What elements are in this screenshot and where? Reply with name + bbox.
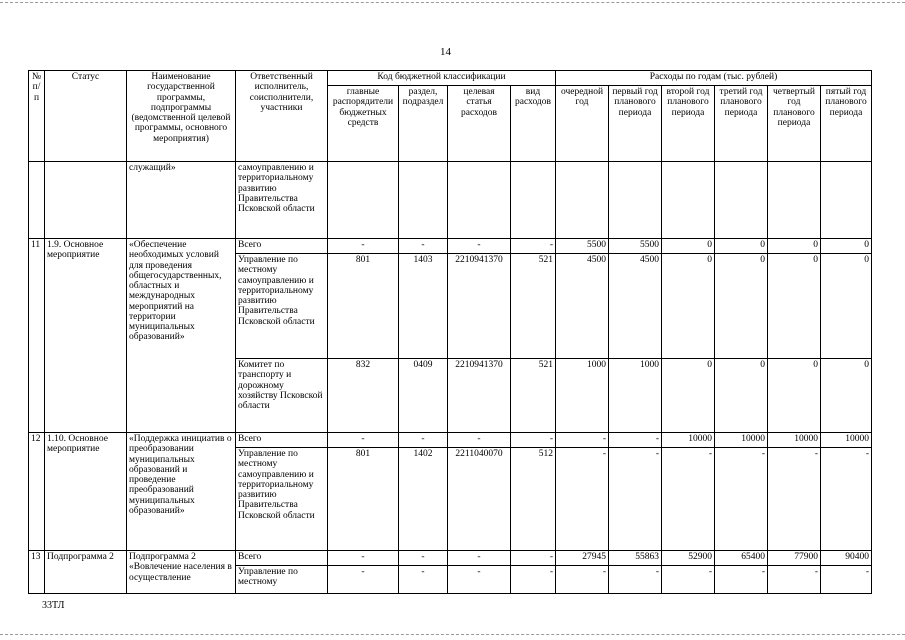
header-row bbox=[29, 71, 872, 86]
header-responsible: Ответственный исполнитель, соисполнители, участники bbox=[236, 71, 328, 162]
responsible-cell: Управление по местному самоуправлению и территориальному развитию Правительства Псковской области bbox=[236, 448, 328, 551]
grbs-cell: - bbox=[328, 433, 399, 448]
header-grbs: главные распорядители бюджетных средств bbox=[328, 86, 399, 162]
year-5-cell: - bbox=[821, 566, 872, 594]
header-section: раздел, подраздел bbox=[399, 86, 448, 162]
year-1-cell: - bbox=[609, 448, 662, 551]
year-2-cell: - bbox=[662, 448, 715, 551]
status-cell: 1.9. Основное мероприятие bbox=[45, 239, 127, 433]
responsible-cell: Всего bbox=[236, 551, 328, 566]
year-2-cell: - bbox=[662, 566, 715, 594]
target-article-cell: - bbox=[448, 433, 511, 448]
year-4-cell: 10000 bbox=[768, 433, 821, 448]
year-1-cell: 5500 bbox=[609, 239, 662, 254]
year-4-cell: 0 bbox=[768, 254, 821, 359]
target-article-cell: 2210941370 bbox=[448, 254, 511, 359]
table-row bbox=[29, 239, 872, 254]
name-cell: «Обеспечение необходимых условий для проведения общегосударственных, областных и международных мероприятий на территории муниципальных образований» bbox=[127, 239, 236, 433]
section-cell: - bbox=[399, 433, 448, 448]
year-4-cell: - bbox=[768, 566, 821, 594]
table-row bbox=[29, 551, 872, 566]
expense-type-cell: 521 bbox=[511, 254, 556, 359]
year-4-cell: 77900 bbox=[768, 551, 821, 566]
year-0-cell: - bbox=[556, 448, 609, 551]
name-cell: Подпрограмма 2 «Вовлечение населения в осуществление bbox=[127, 551, 236, 594]
top-scan-line bbox=[0, 2, 905, 4]
header-status: Статус bbox=[45, 71, 127, 162]
target-article-cell: 2210941370 bbox=[448, 359, 511, 433]
section-cell: 0409 bbox=[399, 359, 448, 433]
responsible-cell: Всего bbox=[236, 433, 328, 448]
section-cell: - bbox=[399, 551, 448, 566]
year-5-cell: 0 bbox=[821, 239, 872, 254]
year-1-cell: 1000 bbox=[609, 359, 662, 433]
expense-type-cell: 512 bbox=[511, 448, 556, 551]
grbs-cell: - bbox=[328, 239, 399, 254]
grbs-cell: 801 bbox=[328, 254, 399, 359]
grbs-cell: - bbox=[328, 566, 399, 594]
year-3-cell: 65400 bbox=[715, 551, 768, 566]
row-number: 12 bbox=[29, 433, 45, 551]
expense-type-cell: - bbox=[511, 433, 556, 448]
year-5-cell: 0 bbox=[821, 359, 872, 433]
year-5-cell: 90400 bbox=[821, 551, 872, 566]
target-article-cell: 2211040070 bbox=[448, 448, 511, 551]
year-2-cell: 0 bbox=[662, 254, 715, 359]
responsible-cell: Управление по местному самоуправлению и территориальному развитию Правительства Псковской области bbox=[236, 254, 328, 359]
year-0-cell: 27945 bbox=[556, 551, 609, 566]
year-2-cell: 52900 bbox=[662, 551, 715, 566]
responsible-cell: Всего bbox=[236, 239, 328, 254]
header-num: № п/п bbox=[29, 71, 45, 162]
year-3-cell: 0 bbox=[715, 254, 768, 359]
header-year-0: очередной год bbox=[556, 86, 609, 162]
table-row bbox=[29, 433, 872, 448]
section-cell: - bbox=[399, 566, 448, 594]
header-expenses: Расходы по годам (тыс. рублей) bbox=[556, 71, 872, 86]
grbs-cell: - bbox=[328, 551, 399, 566]
year-1-cell: - bbox=[609, 566, 662, 594]
name-cell: «Поддержка инициатив о преобразовании муниципальных образований и проведение преобразований муниципальных образований» bbox=[127, 433, 236, 551]
section-cell: - bbox=[399, 239, 448, 254]
target-article-cell: - bbox=[448, 551, 511, 566]
year-5-cell: - bbox=[821, 448, 872, 551]
expense-type-cell: - bbox=[511, 239, 556, 254]
year-3-cell: 0 bbox=[715, 359, 768, 433]
header-target-article: целевая статья расходов bbox=[448, 86, 511, 162]
header-year-2: второй год планового периода bbox=[662, 86, 715, 162]
header-name: Наименование государственной программы, подпрограммы (ведомственной целевой программы, основного мероприятия) bbox=[127, 71, 236, 162]
row-number: 13 bbox=[29, 551, 45, 594]
header-kbk: Код бюджетной классификации bbox=[328, 71, 556, 86]
grbs-cell: 832 bbox=[328, 359, 399, 433]
year-3-cell: 0 bbox=[715, 239, 768, 254]
header-year-3: третий год планового периода bbox=[715, 86, 768, 162]
header-year-5: пятый год планового периода bbox=[821, 86, 872, 162]
year-2-cell: 10000 bbox=[662, 433, 715, 448]
header-year-1: первый год планового периода bbox=[609, 86, 662, 162]
page-number: 14 bbox=[440, 46, 451, 58]
row-number: 11 bbox=[29, 239, 45, 433]
expense-type-cell: 521 bbox=[511, 359, 556, 433]
year-4-cell: 0 bbox=[768, 359, 821, 433]
grbs-cell: 801 bbox=[328, 448, 399, 551]
section-cell: 1403 bbox=[399, 254, 448, 359]
table-row bbox=[29, 162, 872, 239]
section-cell: 1402 bbox=[399, 448, 448, 551]
year-0-cell: - bbox=[556, 433, 609, 448]
year-0-cell: 4500 bbox=[556, 254, 609, 359]
year-3-cell: - bbox=[715, 448, 768, 551]
responsible-cell: Комитет по транспорту и дорожному хозяйству Псковской области bbox=[236, 359, 328, 433]
footer-code: 33ТЛ bbox=[42, 600, 65, 611]
header-year-4: четвертый год планового периода bbox=[768, 86, 821, 162]
year-0-cell: - bbox=[556, 566, 609, 594]
status-cell: 1.10. Основное мероприятие bbox=[45, 433, 127, 551]
year-4-cell: 0 bbox=[768, 239, 821, 254]
name-cell: служащий» bbox=[127, 162, 236, 239]
year-3-cell: - bbox=[715, 566, 768, 594]
year-2-cell: 0 bbox=[662, 359, 715, 433]
target-article-cell: - bbox=[448, 566, 511, 594]
year-1-cell: - bbox=[609, 433, 662, 448]
header-expense-type: вид расходов bbox=[511, 86, 556, 162]
year-0-cell: 5500 bbox=[556, 239, 609, 254]
responsible-cell: самоуправлению и территориальному развитию Правительства Псковской области bbox=[236, 162, 328, 239]
bottom-scan-line bbox=[0, 634, 905, 636]
year-1-cell: 55863 bbox=[609, 551, 662, 566]
year-1-cell: 4500 bbox=[609, 254, 662, 359]
expense-type-cell: - bbox=[511, 566, 556, 594]
budget-table bbox=[28, 70, 872, 594]
year-4-cell: - bbox=[768, 448, 821, 551]
year-3-cell: 10000 bbox=[715, 433, 768, 448]
expense-type-cell: - bbox=[511, 551, 556, 566]
year-0-cell: 1000 bbox=[556, 359, 609, 433]
status-cell: Подпрограмма 2 bbox=[45, 551, 127, 594]
year-5-cell: 0 bbox=[821, 254, 872, 359]
year-2-cell: 0 bbox=[662, 239, 715, 254]
year-5-cell: 10000 bbox=[821, 433, 872, 448]
responsible-cell: Управление по местному bbox=[236, 566, 328, 594]
target-article-cell: - bbox=[448, 239, 511, 254]
